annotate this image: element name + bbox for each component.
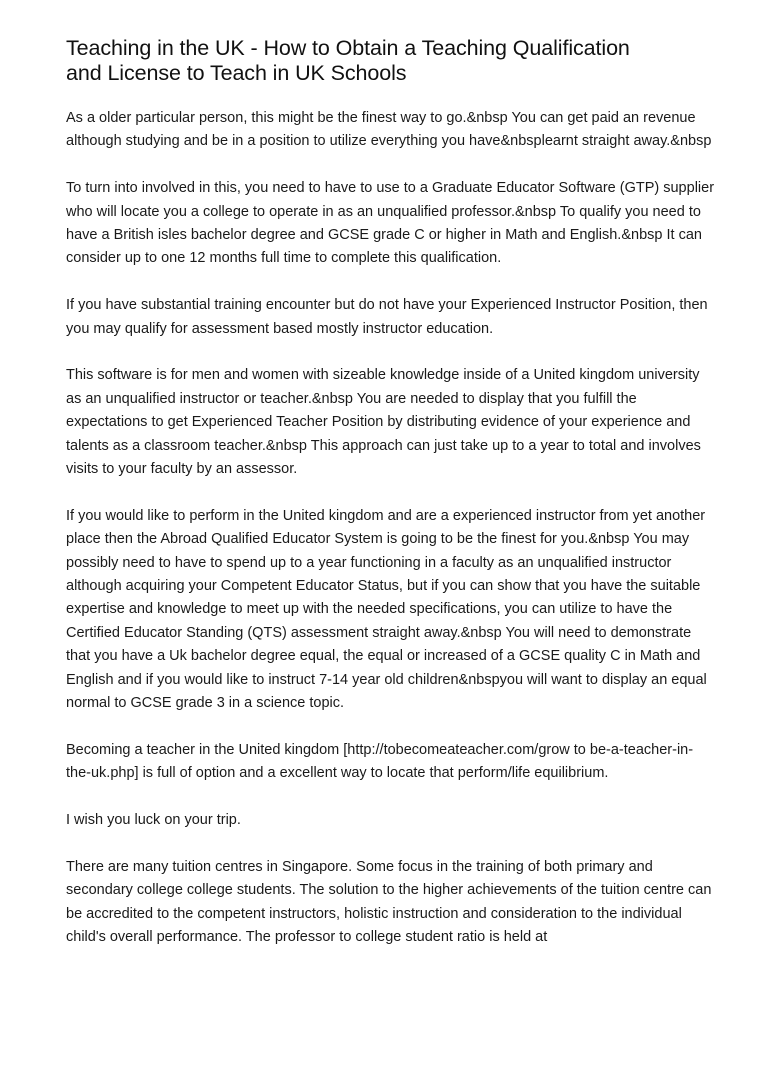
paragraph-8: There are many tuition centres in Singapore. Some focus in the training of both primary and secondary college college students. The solution to the higher achievements of the tuition centre can be accredited to the competent instructors, holistic instruction and consideration to the individual child's overall performance. The professor to college student ratio is held at — [66, 858, 712, 946]
paragraph-4: This software is for men and women with sizeable knowledge inside of a United kingdom university as an unqualified instructor or teacher.&nbsp You are needed to display that you fulfill the expectations to get Experienced Teacher Position by distributing evidence of your experience and talents as a classroom teacher.&nbsp This approach can just take up to a year to total and involves visits to your faculty by an assessor. — [66, 367, 701, 478]
paragraph-7: I wish you luck on your trip. — [66, 812, 241, 829]
paragraph-3: If you have substantial training encounter but do not have your Experienced Instructor Position, then you may qualify for assessment based mostly instructor education. — [66, 297, 708, 337]
paragraph-2: To turn into involved in this, you need to have to use to a Graduate Educator Software (GTP) supplier who will locate you a college to operate in as an unqualified professor.&nbsp To qualify you need to have a British isles bachelor degree and GCSE grade C or higher in Math and English.&nbsp It can consider up to one 12 months full time to complete this qualification. — [66, 180, 715, 267]
document-page — [66, 36, 716, 973]
title-line-2: and License to Teach in UK Schools — [66, 61, 407, 85]
paragraph-1: As a older particular person, this might be the finest way to go.&nbsp You can get paid an revenue although studying and be in a position to utilize everything you have&nbsplearnt straight away.&nbsp — [66, 110, 712, 150]
paragraph-6: Becoming a teacher in the United kingdom [http://tobecomeateacher.com/grow to be-a-teacher-in-the-uk.php] is full of option and a excellent way to locate that perform/life equilibrium. — [66, 741, 694, 782]
title-line-1: Teaching in the UK - How to Obtain a Teaching Qualification — [66, 36, 630, 60]
paragraph-5: If you would like to perform in the United kingdom and are a experienced instructor from yet another place then the Abroad Qualified Educator System is going to be the finest for you.&nbsp You may possibly need to have to spend up to a year functioning in a faculty as an unqualified instructor although acquiring your Competent Educator Status, but if you can show that you have the suitable expertise and knowledge to meet up with the needed specifications, you can utilize to have the Certified Educator Standing (QTS) assessment straight away.&nbsp You will need to demonstrate that you have a Uk bachelor degree equal, the equal or increased of a GCSE quality C in Math and English and if you would like to instruct 7-14 year old children&nbspyou will want to display an equal normal to GCSE grade 3 in a science topic. — [66, 507, 707, 712]
document-title — [66, 36, 716, 86]
